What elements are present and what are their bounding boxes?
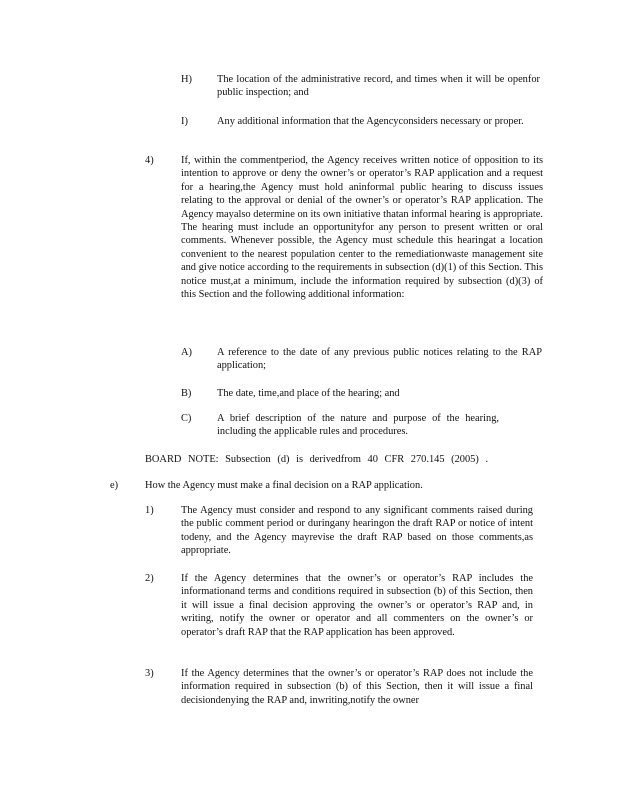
- item-label-h: H): [181, 74, 192, 85]
- item-label-3: 3): [145, 668, 154, 679]
- item-label-a: A): [181, 347, 192, 358]
- item-label-i: I): [181, 116, 188, 127]
- item-label-2: 2): [145, 573, 154, 584]
- item-label-1: 1): [145, 505, 154, 516]
- item-text-4: If, within the commentperiod, the Agency receives written notice of opposition to its intention to approve or deny the owner’s or operator’s RAP application and a request for a hearing,the Agency must hold aninformal public hearing to discuss issues relating to the approval or denial of the owner’s or operator’s RAP application. The Agency mayalso determine on its own initiative thatan informal hearing is appropriate. The hearing must include an opportunityfor any person to present written or oral comments. Whenever possible, the Agency must schedule this hearingat a location convenient to the nearest population center to the remediationwaste management site and give notice according to the requirements in subsection (d)(1) of this Section. This notice must,at a minimum, include the information required by subsection (d)(3) of this Section and the following additional information:: [181, 155, 543, 301]
- board-note: BOARD NOTE: Subsection (d) is derivedfrom 40 CFR 270.145 (2005) .: [145, 454, 489, 465]
- item-text-1: The Agency must consider and respond to any significant comments raised during the public comment period or duringany hearingon the draft RAP or notice of intent todeny, and the Agency mayrevise the draft RAP based on those comments,as appropriate.: [181, 505, 533, 557]
- section-text-e: How the Agency must make a final decision on a RAP application.: [145, 480, 423, 491]
- item-text-i: Any additional information that the Agencyconsiders necessary or proper.: [217, 116, 524, 127]
- item-text-h: The location of the administrative record, and times when it will be openfor public inspection; and: [217, 74, 540, 99]
- item-text-c: A brief description of the nature and purpose of the hearing, including the applicable rules and procedures.: [217, 413, 499, 438]
- item-label-b: B): [181, 388, 192, 399]
- item-text-2: If the Agency determines that the owner’s or operator’s RAP includes the informationand terms and conditions required in subsection (b) of this Section, then it will issue a final decision approving the owner’s or operator’s RAP and, in writing, notify the owner or operator and all commenters on the owner’s or operator’s draft RAP that the RAP application has been approved.: [181, 573, 533, 638]
- item-label-4: 4): [145, 155, 154, 166]
- item-label-c: C): [181, 413, 192, 424]
- section-label-e: e): [110, 480, 119, 491]
- item-text-a: A reference to the date of any previous public notices relating to the RAP application;: [217, 347, 542, 372]
- item-text-3: If the Agency determines that the owner’s or operator’s RAP does not include the information required in subsection (b) of this Section, then it will issue a final decisiondenying the RAP and, inwriting,notify the owner: [181, 668, 533, 706]
- item-text-b: The date, time,and place of the hearing; and: [217, 388, 400, 399]
